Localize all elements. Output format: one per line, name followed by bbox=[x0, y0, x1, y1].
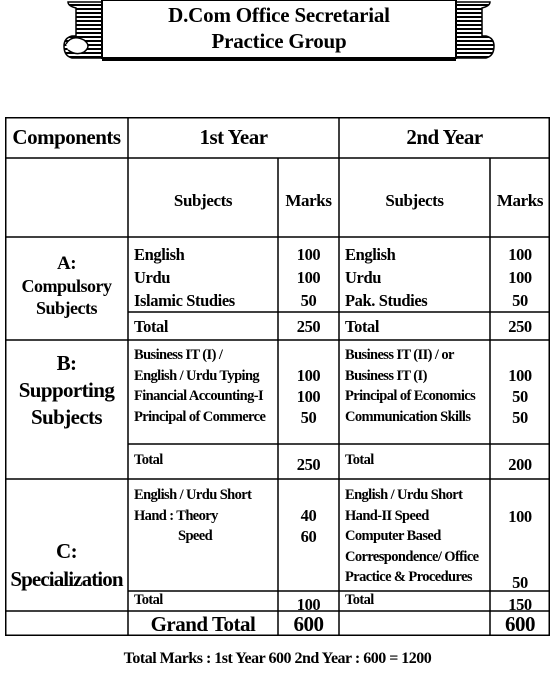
group-b-y1-marks: 100 100 50 bbox=[296, 366, 321, 427]
total-marks-footer: Total Marks : 1st Year 600 2nd Year : 600 = 1200 bbox=[123, 650, 432, 667]
group-b-y1-total-label: Total bbox=[134, 452, 163, 468]
list-item: Business IT (I) / bbox=[134, 347, 223, 363]
group-a-y2-total: 250 bbox=[508, 317, 532, 336]
list-item: English / Urdu Short bbox=[134, 487, 252, 503]
group-b-y2-total: 200 bbox=[508, 455, 532, 474]
subheader-y2-subjects: Subjects bbox=[385, 191, 444, 210]
header-components: Components bbox=[12, 125, 121, 149]
list-item: English / Urdu Typing bbox=[134, 367, 260, 384]
list-item: Urdu bbox=[134, 268, 170, 287]
group-c-y1-subjects bbox=[134, 485, 280, 547]
group-b-y2-marks: 100 50 50 bbox=[508, 366, 532, 427]
subheader-y2-marks: Marks bbox=[496, 191, 544, 210]
list-item: Principal of Economics bbox=[345, 388, 476, 404]
list-item: English bbox=[134, 245, 185, 264]
group-b-y2-subjects bbox=[345, 345, 491, 427]
group-a-y2-total-label: Total bbox=[345, 317, 380, 336]
group-a-y2-subjects bbox=[345, 243, 490, 312]
list-item: Correspondence/ Office bbox=[345, 548, 479, 565]
list-item: Business IT (I) bbox=[345, 367, 427, 384]
subheader-y1-marks: Marks bbox=[285, 191, 332, 210]
group-c-y1-total: 100 bbox=[296, 595, 321, 614]
banner-title-line1: D.Com Office Secretarial bbox=[168, 3, 390, 27]
group-a-y1-marks: 100 100 50 bbox=[296, 245, 321, 310]
list-item: Urdu bbox=[345, 268, 381, 287]
banner-title-line2: Practice Group bbox=[211, 29, 347, 53]
list-item: English / Urdu Short bbox=[345, 487, 463, 503]
marks-table bbox=[5, 117, 550, 636]
list-item: Financial Accounting-I bbox=[134, 388, 263, 404]
group-a-y1-total: 250 bbox=[296, 317, 321, 336]
group-c-y2-total: 150 bbox=[508, 595, 532, 614]
list-item: Islamic Studies bbox=[134, 291, 235, 310]
grand-total-y2: 600 bbox=[505, 612, 535, 636]
group-c-y2-total-label: Total bbox=[345, 592, 374, 608]
list-item: Business IT (II) / or bbox=[345, 347, 454, 363]
group-b-y1-subjects bbox=[134, 345, 280, 427]
list-item: Hand : Theory bbox=[134, 507, 218, 524]
group-b-y1-total: 250 bbox=[296, 455, 321, 474]
list-item: Communication Skills bbox=[345, 408, 471, 425]
group-c-y2-mark-2: 50 bbox=[512, 573, 528, 592]
header-year2: 2nd Year bbox=[406, 125, 483, 149]
list-item: Speed bbox=[178, 528, 213, 544]
list-item: English bbox=[345, 245, 396, 264]
header-year1: 1st Year bbox=[199, 125, 268, 149]
group-a-y2-marks: 100 100 50 bbox=[508, 245, 532, 310]
list-item: Pak. Studies bbox=[345, 291, 428, 310]
group-a-y1-total-label: Total bbox=[134, 317, 169, 336]
group-b-label: B: Supporting Subjects bbox=[18, 351, 115, 429]
list-item: Principal of Commerce bbox=[134, 408, 266, 425]
subheader-y1-subjects: Subjects bbox=[173, 191, 233, 210]
grand-total-label: Grand Total bbox=[150, 612, 256, 636]
list-item: Computer Based bbox=[345, 528, 441, 544]
list-item: Practice & Procedures bbox=[345, 569, 472, 585]
group-c-y2-mark-1: 100 bbox=[508, 507, 532, 526]
group-c-label: C: Specialization bbox=[10, 539, 123, 591]
group-c-y2-subjects bbox=[345, 485, 491, 588]
group-b-y2-total-label: Total bbox=[345, 452, 374, 468]
group-c-y1-marks: 40 60 bbox=[300, 506, 317, 546]
grand-total-y1: 600 bbox=[293, 612, 324, 636]
group-c-y1-total-label: Total bbox=[134, 592, 163, 608]
list-item: Hand-II Speed bbox=[345, 507, 429, 524]
title-banner bbox=[62, 0, 496, 62]
group-a-y1-subjects bbox=[134, 243, 278, 312]
group-a-label: A: Compulsory Subjects bbox=[21, 253, 112, 318]
